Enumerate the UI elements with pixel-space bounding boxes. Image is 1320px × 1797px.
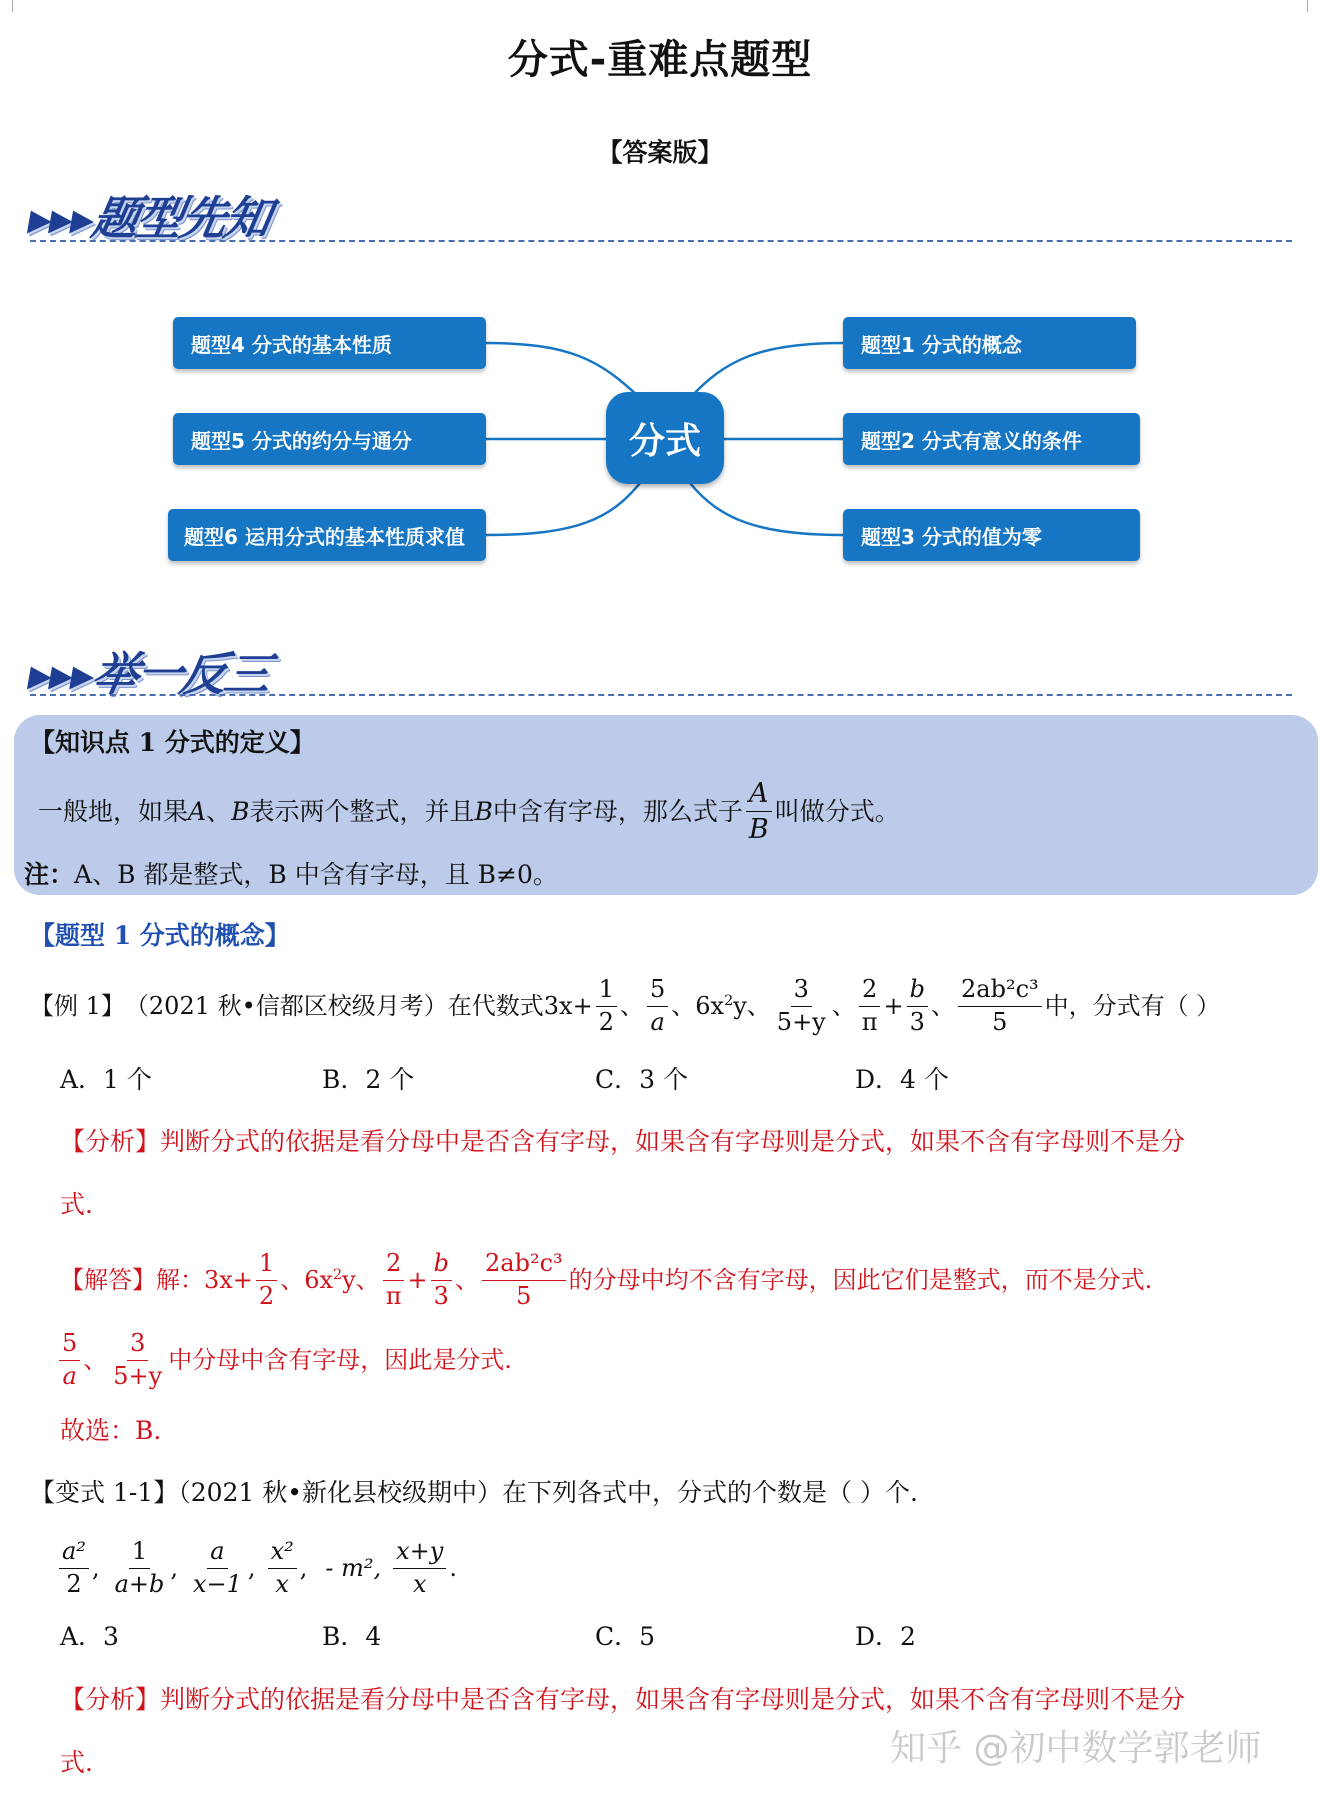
knowledge-note	[24, 862, 558, 887]
answer-label: 【解答】	[60, 1266, 156, 1295]
document-title: 分式-重难点题型	[507, 37, 813, 83]
connector-left-top	[486, 343, 640, 398]
numerator: a	[207, 1538, 227, 1569]
variable-b: B	[231, 797, 250, 827]
denominator: 2	[66, 1569, 82, 1598]
variant1-expressions: $\frac{\text{a²}}{2}$ , $\frac{1}{a+b}$ , $\frac{a}{x-1}$ , $\frac{\text{x²}}{x}$ , - m², $\frac{x+y}{x}$ .	[56, 1538, 457, 1598]
fraction	[647, 976, 668, 1036]
fraction	[482, 1250, 566, 1310]
expr-term: 3x+	[204, 1266, 253, 1295]
fraction	[958, 976, 1042, 1036]
analysis-continuation: 式.	[60, 1748, 93, 1777]
answer-text: 的分母中均不含有字母，因此它们是整式，而不是分式.	[568, 1266, 1153, 1295]
numerator: 2ab²c³	[958, 976, 1042, 1007]
definition-text: 叫做分式。	[774, 797, 900, 827]
denominator: 5+y	[776, 1007, 826, 1036]
example-label: 【例 1】	[30, 992, 125, 1021]
definition-text: 表示两个整式，并且	[249, 797, 475, 827]
page-corner-mark	[1307, 0, 1320, 12]
question-tail: 中，分式有（ ）	[1044, 992, 1221, 1021]
knowledge-definition	[38, 778, 900, 845]
connector-left-bottom	[486, 483, 640, 535]
denominator: a+b	[114, 1569, 165, 1598]
numerator: 3	[791, 976, 812, 1007]
numerator: 2ab²c³	[482, 1250, 566, 1281]
fraction	[907, 976, 928, 1036]
denominator: B	[748, 814, 769, 846]
variant-label: 【变式 1-1】	[30, 1478, 179, 1507]
variant-source: （2021 秋•新化县校级期中）在下列各式中，分式的个数是（ ）个.	[178, 1478, 918, 1507]
variant-option-a: A．3	[60, 1622, 119, 1651]
analysis-label: 【分析】	[60, 1685, 161, 1714]
denominator: 5+y	[113, 1361, 163, 1390]
variant1-analysis	[60, 1687, 1185, 1712]
section-header-practice: ▸▸▸举一反三	[24, 647, 274, 701]
section-header-preview: ▸▸▸题型先知	[24, 191, 274, 245]
fraction	[190, 1538, 245, 1598]
fraction	[859, 976, 881, 1036]
option-a: A．1 个	[60, 1065, 152, 1094]
page-corner-mark	[0, 0, 13, 12]
numerator: 2	[383, 1250, 404, 1281]
mindmap-node-type3: 题型3 分式的值为零	[843, 509, 1140, 561]
plus-sign: +	[407, 1266, 428, 1295]
numerator: x+y	[393, 1538, 446, 1569]
denominator: π	[385, 1281, 402, 1310]
analysis-label: 【分析】	[60, 1127, 161, 1156]
fraction	[393, 1538, 446, 1598]
numerator: 3	[127, 1330, 148, 1361]
denominator: π	[861, 1007, 878, 1036]
example1-question: 【例 1】 （2021 秋•信都区校级月考）在代数式 3x+ $\frac{1}{2}$ 、 $\frac{5}{a}$ 、 $6x^2y$、 $\frac{3}{5+y}$ 、 $\frac{2}{\pi}$ + $\frac{b}{3}$ 、 $\frac{\text{2ab²c³}}{5}$ 中，分式有（ ）	[30, 975, 1221, 1036]
denominator: x	[275, 1569, 289, 1598]
connector-right-top	[690, 343, 843, 398]
watermark: 知乎 @初中数学郭老师	[890, 1728, 1262, 1769]
fraction-a-over-b	[746, 778, 772, 845]
answer-text: 中分母中含有字母，因此是分式.	[168, 1346, 512, 1375]
dashed-divider	[30, 240, 1292, 242]
option-b: B．2 个	[322, 1065, 415, 1094]
mindmap-node-type6: 题型6 运用分式的基本性质求值	[168, 509, 486, 561]
knowledge-point-title: 【知识点 1 分式的定义】	[30, 728, 315, 757]
note-label: 注：	[24, 860, 75, 889]
numerator: b	[907, 976, 928, 1007]
definition-text: 中含有字母，那么式子	[492, 797, 743, 827]
variant-option-b: B．4	[322, 1622, 382, 1651]
expr-part: y、	[733, 992, 771, 1021]
numerator: x²	[268, 1538, 297, 1569]
mindmap-center-node: 分式	[606, 392, 724, 484]
document-subtitle: 【答案版】	[597, 138, 723, 167]
separator: 、	[206, 797, 232, 827]
numerator: 1	[129, 1538, 150, 1569]
fraction	[256, 1250, 277, 1310]
analysis-text: 判断分式的依据是看分母中是否含有字母，如果含有字母则是分式，如果不含有字母则不是分	[160, 1127, 1186, 1156]
denominator: 2	[598, 1007, 614, 1036]
variant-option-d: D．2	[855, 1622, 916, 1651]
mindmap-node-type1: 题型1 分式的概念	[843, 317, 1136, 369]
mindmap-node-type5: 题型5 分式的约分与通分	[173, 413, 486, 465]
dashed-divider	[30, 694, 1292, 696]
mindmap-node-type2: 题型2 分式有意义的条件	[843, 413, 1140, 465]
example1-answer: 【解答】 解： 3x+ $\frac{1}{2}$ 、 $6x^2y$、 $\frac{2}{\pi}$ + $\frac{b}{3}$ 、 $\frac{\text{2ab²c³}}{5}$ 的分母中均不含有字母，因此它们是整式，而不是分式.	[60, 1249, 1153, 1310]
numerator: 5	[647, 976, 668, 1007]
denominator: 5	[516, 1281, 532, 1310]
example1-choice: 故选：B.	[60, 1416, 162, 1445]
example1-answer-line2: $\frac{5}{a}$ 、 $\frac{3}{5+y}$ 中分母中含有字母，因此是分式.	[56, 1330, 512, 1390]
plus-sign: +	[883, 992, 904, 1021]
expr-term: - m²,	[325, 1554, 382, 1583]
denominator: 3	[433, 1281, 449, 1310]
numerator: 1	[256, 1250, 277, 1281]
example1-analysis	[60, 1129, 1185, 1154]
note-text: A、B 都是整式，B 中含有字母，且 B≠0。	[74, 860, 558, 889]
expr-term: $6x^2y$、	[695, 992, 771, 1021]
expr-term: 3x+	[543, 992, 593, 1021]
fraction	[596, 976, 617, 1036]
expr-part: 6x	[695, 992, 725, 1021]
fraction	[774, 976, 829, 1036]
variant-option-c: C．5	[595, 1622, 656, 1651]
fraction	[59, 1330, 80, 1390]
variable-a: A	[188, 797, 207, 827]
expr-term: $6x^2y$、	[304, 1266, 380, 1295]
denominator: a	[650, 1007, 665, 1036]
numerator: A	[746, 778, 772, 812]
fraction	[383, 1250, 405, 1310]
definition-text: 一般地，如果	[38, 797, 189, 827]
denominator: 3	[909, 1007, 925, 1036]
mindmap-node-type4: 题型4 分式的基本性质	[173, 317, 486, 369]
type1-heading: 【题型 1 分式的概念】	[30, 921, 290, 950]
fraction	[268, 1538, 297, 1598]
analysis-continuation: 式.	[60, 1190, 93, 1219]
expr-part: y、	[342, 1266, 380, 1295]
fraction	[431, 1250, 452, 1310]
answer-prefix: 解：	[156, 1266, 204, 1295]
numerator: 5	[59, 1330, 80, 1361]
analysis-text: 判断分式的依据是看分母中是否含有字母，如果含有字母则是分式，如果不含有字母则不是分	[160, 1685, 1186, 1714]
numerator: b	[431, 1250, 452, 1281]
numerator: 1	[596, 976, 617, 1007]
expr-part: 6x	[304, 1266, 334, 1295]
numerator: 2	[859, 976, 880, 1007]
denominator: x−1	[193, 1569, 242, 1598]
fraction	[59, 1538, 89, 1598]
denominator: x	[412, 1569, 427, 1598]
option-d: D．4 个	[855, 1065, 949, 1094]
numerator: a²	[59, 1538, 89, 1569]
example-source: （2021 秋•信都区校级月考）在代数式	[124, 992, 544, 1021]
fraction	[110, 1330, 165, 1390]
option-c: C．3 个	[595, 1065, 688, 1094]
variant1-question	[30, 1480, 918, 1505]
denominator: a	[62, 1361, 77, 1390]
denominator: 2	[258, 1281, 275, 1310]
denominator: 5	[992, 1007, 1008, 1036]
fraction	[112, 1538, 168, 1598]
variable-b: B	[474, 797, 493, 827]
connector-right-bottom	[690, 483, 843, 535]
